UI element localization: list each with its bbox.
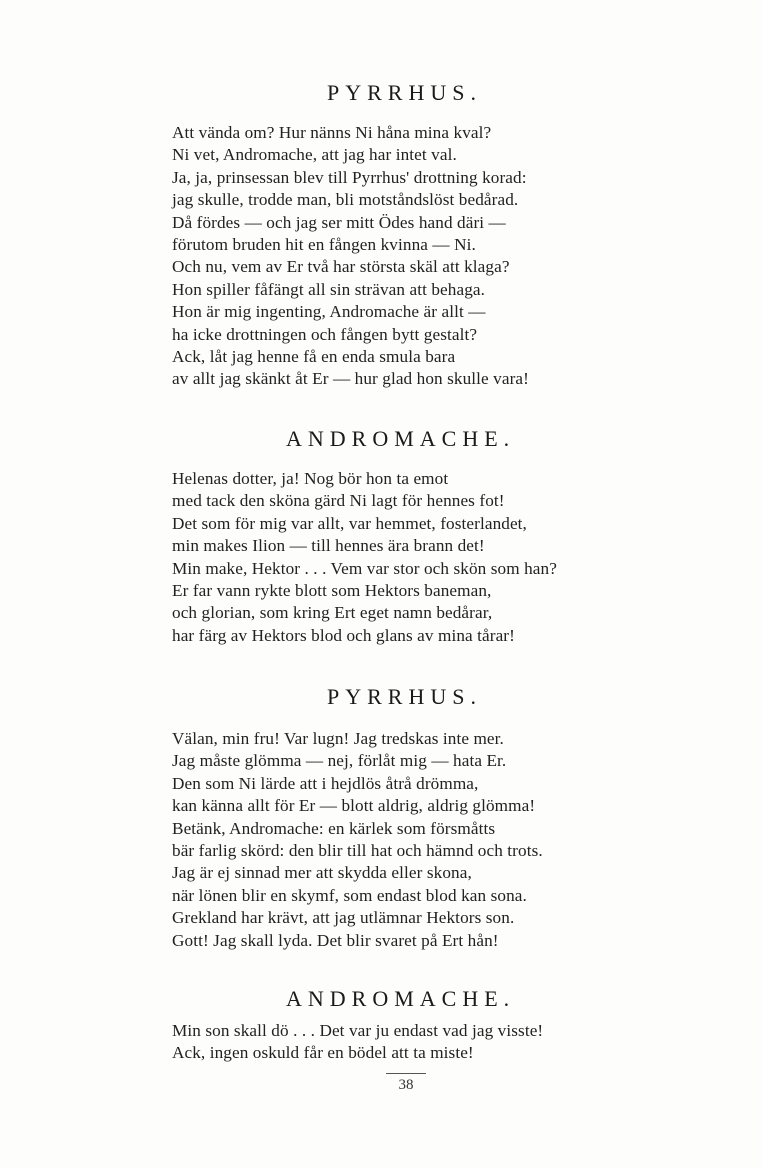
speaker-heading-andromache: ANDROMACHE. — [286, 986, 516, 1011]
verse-line: Er far vann rykte blott som Hektors baneman, — [172, 580, 492, 600]
verse-line: jag skulle, trodde man, bli motståndslöst bedårad. — [172, 190, 519, 210]
verse-line: Och nu, vem av Er två har största skäl att klaga? — [172, 257, 510, 277]
verse-line: min makes Ilion — till hennes ära brann det! — [172, 536, 485, 556]
verse-line: Jag måste glömma — nej, förlåt mig — hata Er. — [172, 751, 507, 771]
speaker-heading-andromache: ANDROMACHE. — [286, 426, 516, 451]
verse-line: Hon spiller fåfängt all sin strävan att behaga. — [172, 279, 486, 299]
verse-line: bär farlig skörd: den blir till hat och hämnd och trots. — [172, 840, 543, 860]
verse-line: Ja, ja, prinsessan blev till Pyrrhus' drottning korad: — [172, 167, 527, 187]
verse-line: Välan, min fru! Var lugn! Jag tredskas inte mer. — [172, 729, 504, 748]
speech-andromache-2 — [172, 1020, 672, 1065]
speaker-heading-pyrrhus: PYRRHUS. — [327, 684, 482, 709]
page-number: 38 — [386, 1073, 426, 1094]
verse-line: Grekland har krävt, att jag utlämnar Hektors son. — [172, 908, 515, 928]
verse-line: Den som Ni lärde att i hejdlös åtrå drömma, — [172, 773, 479, 793]
verse-line: ha icke drottningen och fången bytt gestalt? — [172, 324, 478, 344]
verse-line: och glorian, som kring Ert eget namn bedårar, — [172, 603, 493, 623]
verse-line: Jag är ej sinnad mer att skydda eller skona, — [172, 863, 472, 883]
verse-line: Det som för mig var allt, var hemmet, fosterlandet, — [172, 513, 527, 533]
verse-line: av allt jag skänkt åt Er — hur glad hon skulle vara! — [172, 369, 529, 389]
verse-line: Gott! Jag skall lyda. Det blir svaret på Ert hån! — [172, 930, 499, 950]
speech-pyrrhus-2 — [172, 728, 672, 952]
verse-line: förutom bruden hit en fången kvinna — Ni. — [172, 234, 476, 254]
verse-line: Hon är mig ingenting, Andromache är allt — — [172, 302, 486, 322]
verse-line: Att vända om? Hur nänns Ni håna mina kval? — [172, 123, 492, 142]
verse-line: Ack, ingen oskuld får en bödel att ta miste! — [172, 1043, 474, 1063]
verse-line: Då fördes — och jag ser mitt Ödes hand däri — — [172, 212, 506, 232]
verse-line: har färg av Hektors blod och glans av mina tårar! — [172, 625, 515, 645]
verse-line: Min make, Hektor . . . Vem var stor och skön som han? — [172, 558, 557, 578]
speech-andromache-1 — [172, 468, 672, 647]
verse-line: Betänk, Andromache: en kärlek som försmåtts — [172, 818, 496, 838]
speech-pyrrhus-1 — [172, 122, 672, 391]
verse-line: Helenas dotter, ja! Nog bör hon ta emot — [172, 469, 449, 488]
verse-line: Min son skall dö . . . Det var ju endast vad jag visste! — [172, 1021, 544, 1040]
verse-line: Ni vet, Andromache, att jag har intet val. — [172, 145, 457, 165]
speaker-heading-pyrrhus: PYRRHUS. — [327, 80, 482, 105]
verse-line: kan känna allt för Er — blott aldrig, aldrig glömma! — [172, 796, 536, 816]
verse-line: Ack, låt jag henne få en enda smula bara — [172, 346, 456, 366]
verse-line: med tack den sköna gärd Ni lagt för hennes fot! — [172, 491, 505, 511]
verse-line: när lönen blir en skymf, som endast blod kan sona. — [172, 885, 527, 905]
